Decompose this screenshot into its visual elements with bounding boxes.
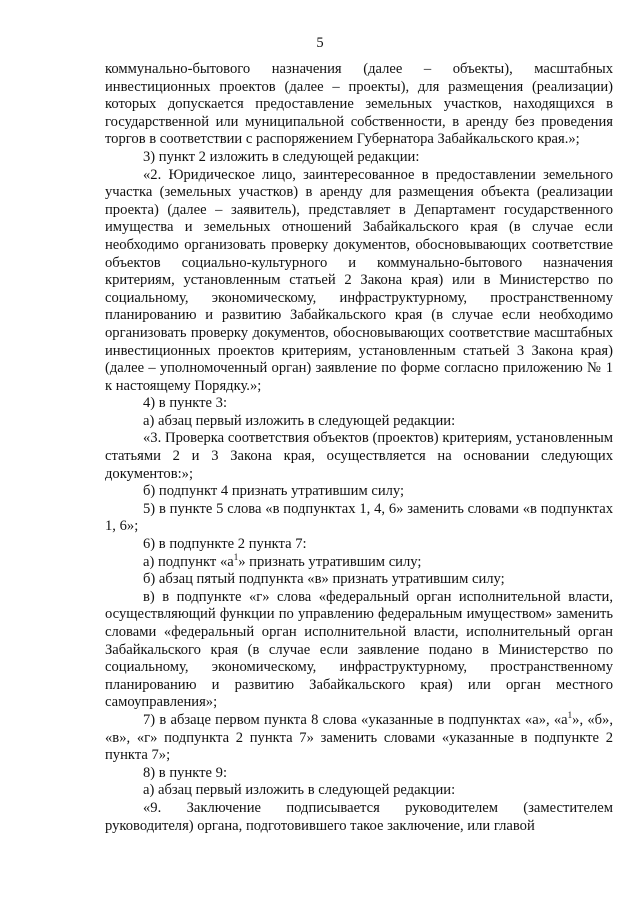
paragraph-text-part: », «б», «в», «г» подпункта 2 пункта 7» заменить словами «указанные в подпункте 2 пункта 7»; <box>105 711 613 764</box>
paragraph: коммунально-бытового назначения (далее – объекты), масштабных инвестиционных проектов (далее – проекты), для размещения (реализации) которых допускается предоставление земельных участков, находящихся в государственной или муниципальной собственности, в аренду без проведения торгов в соответствии с распоряжением Губернатора Забайкальского края.»; <box>105 61 613 148</box>
paragraph: а) абзац первый изложить в следующей редакции: <box>143 782 456 799</box>
superscript-number: 1 <box>233 551 239 562</box>
paragraph: 3) пункт 2 изложить в следующей редакции: <box>143 148 420 165</box>
paragraph-text-part: 7) в абзаце первом пункта 8 слова «указанные в подпунктах «а», «а <box>143 711 568 728</box>
paragraph: 4) в пункте 3: <box>143 395 228 412</box>
paragraph: 6) в подпункте 2 пункта 7: <box>143 536 307 553</box>
page-number: 5 <box>316 35 324 51</box>
paragraph: 8) в пункте 9: <box>143 764 228 781</box>
paragraph: «3. Проверка соответствия объектов (проектов) критериям, установленным статьями 2 и 3 Закона края, осуществляется на основании следующих документов:»; <box>105 430 613 482</box>
superscript-number: 1 <box>567 710 573 721</box>
paragraph <box>105 712 613 765</box>
paragraph: б) подпункт 4 признать утратившим силу; <box>143 483 405 500</box>
paragraph: а) абзац первый изложить в следующей редакции: <box>143 412 456 429</box>
paragraph: в) в подпункте «г» слова «федеральный орган исполнительной власти, осуществляющий функции по управлению федеральным имуществом» заменить словами «федеральный орган исполнительной власти, исполнительный орган Забайкальского края (в случае если заявление подано в Министерство по социальному, экономическому, инфраструктурному, пространственному планированию и развитию Забайкальского края) или орган местного самоуправления»; <box>105 588 613 711</box>
paragraph: «9. Заключение подписывается руководителем (заместителем руководителя) органа, подготовившего такое заключение, или главой <box>105 799 613 834</box>
paragraph-text-part: » признать утратившим силу; <box>238 553 422 570</box>
paragraph-text-part: а) подпункт «а <box>143 553 234 570</box>
paragraph: «2. Юридическое лицо, заинтересованное в предоставлении земельного участка (земельных участков) в аренду для размещения объекта (реализации проекта) (далее – заявитель), представляет в Департамент государственного имущества и земельных отношений Забайкальского края (в случае если необходимо организовать проверку документов, обосновывающих соответствие объектов социально-культурного и коммунально-бытового назначения критериям, установленным статьей 2 Закона края) или в Министерство по социальному, экономическому, инфраструктурному, пространственному планированию и развитию Забайкальского края (в случае если необходимо организовать проверку документов, обосновывающих соответствие масштабных инвестиционных проектов критериям, установленным статьей 3 Закона края) (далее – уполномоченный орган) заявление по форме согласно приложению № 1 к настоящему Порядку.»; <box>105 166 613 394</box>
document-body <box>105 61 613 835</box>
paragraph <box>105 551 613 572</box>
paragraph: 5) в пункте 5 слова «в подпунктах 1, 4, 6» заменить словами «в подпунктах 1, 6»; <box>105 500 613 535</box>
paragraph: б) абзац пятый подпункта «в» признать утратившим силу; <box>143 571 505 588</box>
